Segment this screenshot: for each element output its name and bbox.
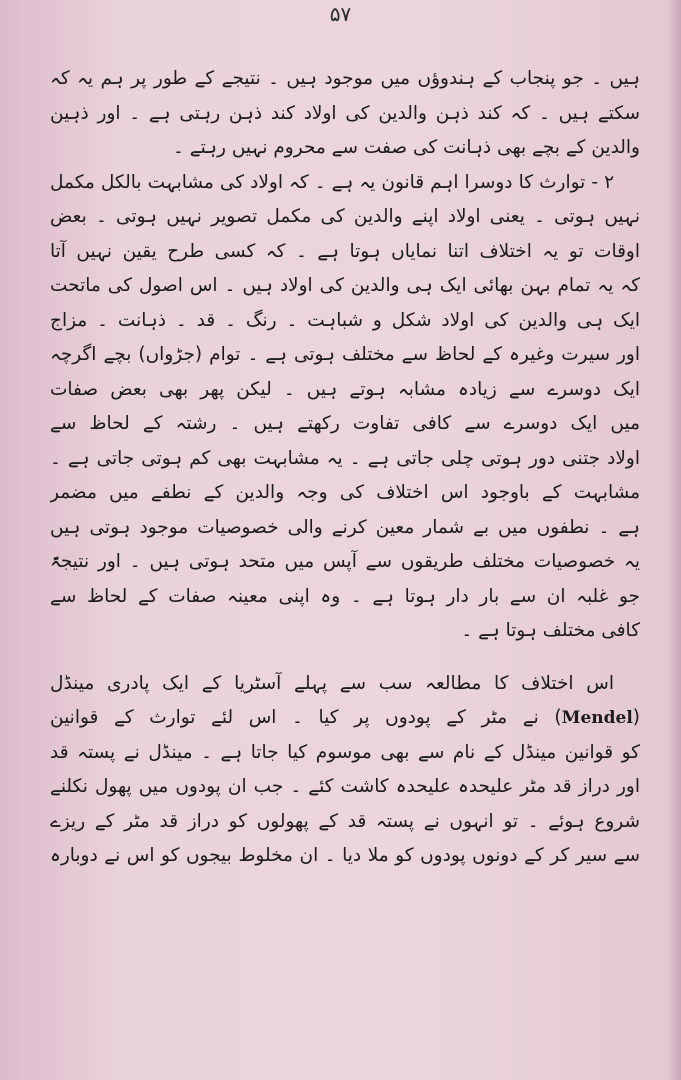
text-line: شروع ہوئے ۔ تو انہوں نے پستہ قد کے پھولوں کو دراز قد مٹر کے ریزے: [50, 810, 640, 832]
page-number: ۵۷: [329, 2, 352, 26]
text-line: کافی مختلف ہوتا ہے ۔: [461, 620, 640, 641]
text-line: نہیں ہوتی ۔ یعنی اولاد اپنے والدین کی مکمل تصویر نہیں ہوتی ۔ بعض: [50, 206, 640, 227]
paren-open: (: [632, 707, 640, 728]
text-line: ہیں ۔ جو پنجاب کے ہندوؤں میں موجود ہیں ۔ نتیجے کے طور پر ہم یہ کہ: [50, 68, 640, 89]
text-line: ہے ۔ نطفوں میں بے شمار معین کرنے والی خصوصیات موجود ہوتی ہیں: [50, 516, 640, 538]
text-line: اور دراز قد مٹر علیحدہ علیحدہ کاشت کئے ۔ جب ان پودوں میں پھول نکلنے: [50, 776, 640, 797]
paragraph-gap: [50, 649, 640, 667]
text-line: اولاد جتنی دور ہوتی چلی جاتی ہے ۔ یہ مشابہت بھی کم ہوتی جاتی ہے ۔: [50, 447, 640, 469]
text-line: سے سیر کر کے دونوں پودوں کو ملا دیا ۔ ان مخلوط بیجوں کو اس نے دوبارہ: [50, 845, 640, 866]
text-line: سکتے ہیں ۔ کہ کند ذہن والدین کی اولاد کند ذہن رہتی ہے ۔ اور ذہین: [50, 102, 640, 124]
text-line: اوقات تو یہ اختلاف اتنا نمایاں ہوتا ہے ۔ کہ کسی طرح یقین نہیں آتا: [50, 240, 640, 262]
text-line: ایک ہی والدین کی اولاد شکل و شباہت ۔ رنگ ۔ قد ۔ ذہانت ۔ مزاج: [50, 309, 640, 331]
text-line: ایک دوسرے سے زیادہ مشابہ ہوتے ہیں ۔ لیکن پھر بھی بعض صفات: [50, 378, 640, 400]
text-line: مشابہت کے باوجود اس اختلاف کی وجہ والدین کے نطفے میں مضمر: [50, 482, 640, 503]
text-line: کو قوانین مینڈل کے نام سے بھی موسوم کیا جاتا ہے ۔ مینڈل نے پستہ قد: [50, 741, 640, 763]
text-line-rest: ) نے مٹر کے پودوں پر کیا ۔ اس لئے توارث کے قوانین: [50, 707, 562, 728]
text-line: والدین کے بچے بھی ذہانت کی صفت سے محروم نہیں رہتے ۔: [173, 137, 640, 158]
text-line-mendel: [50, 701, 640, 736]
text-line: اور سیرت وغیرہ کے لحاظ سے مختلف ہوتی ہے ۔ توام (جڑواں) بچے اگرچہ: [50, 344, 640, 365]
text-line: یہ خصوصیات مختلف طریقوں سے آپس میں متحد ہوتی ہیں ۔ اور نتیجۃً: [50, 551, 640, 572]
body-text: [50, 62, 640, 874]
latin-term-mendel: Mendel: [561, 708, 633, 728]
text-line: ۲ - توارث کا دوسرا اہم قانون یہ ہے ۔ کہ اولاد کی مشابہت بالکل مکمل: [50, 171, 614, 193]
text-line: اس اختلاف کا مطالعہ سب سے پہلے آسٹریا کے ایک پادری مینڈل: [50, 672, 614, 694]
text-line: میں ایک دوسرے سے کافی تفاوت رکھتے ہیں ۔ رشتہ کے لحاظ سے: [50, 413, 640, 434]
text-line: کہ یہ تمام بہن بھائی ایک ہی والدین کی اولاد ہیں ۔ اس اصول کی ماتحت: [50, 275, 640, 296]
text-line: جو غلبہ ان سے بار دار ہوتا ہے ۔ وہ اپنی معینہ صفات کے لحاظ سے: [50, 585, 640, 607]
page-binding-shadow: [667, 0, 681, 1080]
